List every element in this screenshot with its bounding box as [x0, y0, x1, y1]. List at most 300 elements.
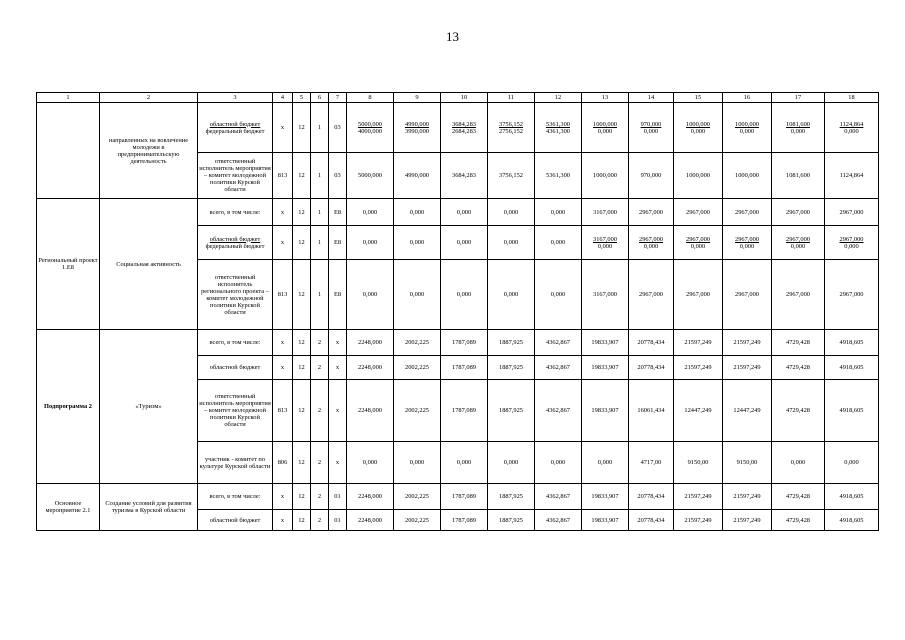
amount-cell-text: 0,000: [409, 459, 425, 466]
amount-line-1: 2967,000: [735, 235, 759, 243]
amount-cell: [347, 103, 394, 153]
code-c4-text: х: [280, 364, 285, 371]
amount-cell-text: 0,000: [550, 291, 566, 298]
amount-cell: [674, 103, 723, 153]
budget-table: [36, 92, 879, 531]
row-description-text: Создание условий для развития туризма в Курской области: [105, 500, 192, 514]
amount-line-1: 0,000: [503, 239, 519, 246]
code-c5: [293, 484, 311, 510]
code-c7-text: 03: [334, 124, 341, 131]
amount-cell-text: 9150,00: [736, 459, 758, 466]
amount-cell-text: 4918,605: [839, 339, 864, 346]
code-c5: [293, 153, 311, 199]
code-c5-text: 12: [298, 208, 305, 216]
amount-line-2: 0,000: [597, 242, 613, 250]
amount-cell: [772, 103, 825, 153]
code-c6-text: 2: [317, 459, 322, 466]
code-c4: [273, 356, 293, 380]
amount-cell-text: 2248,000: [358, 407, 382, 414]
amount-cell: [674, 153, 723, 199]
amount-cell-text: 3756,152: [499, 172, 523, 179]
header-cell: [329, 93, 347, 103]
amount-cell: [825, 356, 879, 380]
funding-source-text: областной бюджет: [209, 364, 261, 371]
funding-source: [198, 380, 273, 442]
amount-cell-text: 19833,907: [591, 339, 619, 346]
amount-cell-text: 2967,000: [686, 291, 710, 298]
row-name: [37, 330, 100, 484]
amount-cell: [723, 226, 772, 260]
funding-source-line-2: федеральный бюджет: [205, 242, 265, 250]
amount-cell-text: 3167,000: [593, 291, 617, 298]
amount-cell: [629, 380, 674, 442]
amount-cell: [441, 442, 488, 484]
amount-cell: [723, 103, 772, 153]
amount-cell-text: 4362,867: [546, 493, 570, 500]
code-c4-text: 813: [277, 407, 288, 414]
amount-cell: [488, 153, 535, 199]
amount-cell-text: 12447,249: [684, 407, 712, 414]
funding-source-text: областной бюджет: [209, 516, 261, 524]
amount-cell: [825, 153, 879, 199]
header-cell: [100, 93, 198, 103]
amount-cell-text: 16061,434: [637, 407, 665, 414]
funding-source-text: всего, в том числе:: [209, 493, 261, 500]
amount-cell-text: 2967,000: [639, 291, 663, 298]
amount-cell-text: 0,000: [844, 459, 859, 466]
amount-cell-text: 4918,605: [839, 407, 864, 414]
amount-cell-text: 19833,907: [591, 493, 619, 500]
amount-cell-text: 0,000: [362, 291, 378, 298]
code-c7-text: Е8: [333, 239, 342, 246]
code-c5-text: 12: [298, 364, 305, 371]
amount-cell: [825, 226, 879, 260]
code-c4: [273, 380, 293, 442]
funding-source-line-2: федеральный бюджет: [205, 127, 265, 135]
row-description-text: «Туризм»: [135, 403, 162, 410]
row-name: [37, 199, 100, 330]
amount-line-1: 1124,864: [839, 120, 864, 128]
amount-cell-text: 2002,225: [405, 407, 429, 414]
code-c7-text: х: [335, 339, 340, 346]
code-c7-text: 01: [334, 516, 341, 524]
amount-cell-text: 20778,434: [637, 339, 665, 346]
header-cell-text: 17: [794, 94, 802, 101]
code-c4-text: х: [280, 208, 285, 216]
amount-cell-text: 1124,864: [839, 172, 864, 179]
amount-cell: [347, 199, 394, 226]
header-cell-text: 14: [647, 94, 655, 101]
amount-cell-text: 3684,283: [452, 172, 476, 179]
amount-cell: [723, 442, 772, 484]
code-c4: [273, 153, 293, 199]
amount-cell-text: 0,000: [456, 459, 472, 466]
amount-cell: [772, 153, 825, 199]
amount-cell-text: 4362,867: [546, 407, 570, 414]
amount-cell: [535, 380, 582, 442]
amount-cell-text: 19833,907: [591, 407, 619, 414]
code-c7: [329, 442, 347, 484]
amount-cell: [441, 103, 488, 153]
amount-cell: [723, 484, 772, 510]
header-cell: [723, 93, 772, 103]
amount-cell-text: 19833,907: [591, 364, 619, 371]
code-c4: [273, 484, 293, 510]
amount-cell: [674, 226, 723, 260]
code-c4-text: х: [280, 239, 285, 246]
code-c4-text: х: [280, 516, 285, 524]
amount-cell: [825, 330, 879, 356]
code-c6-text: 2: [317, 364, 322, 371]
code-c5: [293, 330, 311, 356]
amount-cell-text: 4729,428: [786, 493, 810, 500]
amount-cell-text: 21597,249: [733, 339, 761, 346]
amount-cell-text: 1887,925: [499, 339, 523, 346]
header-cell-text: 10: [460, 94, 468, 101]
header-cell: [772, 93, 825, 103]
amount-line-1: 2967,000: [839, 235, 864, 243]
funding-source: [198, 484, 273, 510]
amount-cell-text: 2248,000: [358, 516, 382, 524]
row-description-text: направленных на вовлечение молодежи в предпринимательскую деятельность: [108, 136, 189, 165]
code-c6-text: 1: [317, 208, 322, 216]
amount-cell-text: 4918,605: [839, 516, 864, 524]
code-c5: [293, 380, 311, 442]
amount-cell: [441, 153, 488, 199]
code-c7: [329, 484, 347, 510]
amount-cell: [347, 226, 394, 260]
code-c7-text: Е8: [333, 208, 342, 216]
amount-cell-text: 4729,428: [786, 407, 810, 414]
code-c5: [293, 199, 311, 226]
header-cell: [674, 93, 723, 103]
funding-source: [198, 226, 273, 260]
table-row: [37, 199, 879, 226]
header-cell: [535, 93, 582, 103]
table-row: [37, 330, 879, 356]
code-c4-text: 813: [277, 291, 288, 298]
amount-cell: [723, 330, 772, 356]
code-c7-text: Е8: [333, 291, 342, 298]
amount-cell-text: 970,000: [640, 172, 662, 179]
amount-cell: [582, 380, 629, 442]
amount-cell-text: 4362,867: [546, 364, 570, 371]
header-cell-text: 18: [848, 94, 855, 101]
amount-line-2: 0,000: [844, 242, 859, 250]
amount-cell: [488, 380, 535, 442]
amount-cell-text: 2248,000: [358, 339, 382, 346]
amount-cell-text: 1787,089: [452, 493, 476, 500]
funding-source: [198, 510, 273, 531]
amount-cell-text: 2002,225: [405, 516, 429, 524]
amount-cell: [394, 260, 441, 330]
amount-cell: [582, 260, 629, 330]
amount-cell: [772, 356, 825, 380]
amount-line-1: 3756,152: [499, 120, 523, 128]
code-c7: [329, 356, 347, 380]
funding-source-line-1: областной бюджет: [209, 235, 261, 243]
amount-cell: [825, 380, 879, 442]
amount-line-2: 0,000: [844, 127, 859, 135]
header-cell: [582, 93, 629, 103]
code-c6: [311, 226, 329, 260]
amount-cell-text: 2967,000: [639, 208, 663, 216]
header-cell-text: 4: [280, 94, 285, 101]
header-cell: [311, 93, 329, 103]
code-c5: [293, 260, 311, 330]
amount-line-1: 3167,000: [593, 235, 617, 243]
code-c4-text: 806: [277, 459, 288, 466]
funding-source-text: ответственный исполнитель мероприятия – комитет молодежной политики Курской области: [199, 393, 271, 428]
amount-cell-text: 21597,249: [733, 516, 761, 524]
amount-line-2: 4361,300: [546, 127, 570, 135]
code-c4-text: х: [280, 124, 285, 131]
amount-cell-text: 5361,300: [546, 172, 570, 179]
amount-cell-text: 1081,600: [786, 172, 810, 179]
amount-cell: [488, 103, 535, 153]
header-cell-text: 6: [317, 94, 322, 101]
amount-cell: [582, 153, 629, 199]
amount-line-1: 4990,000: [405, 120, 429, 128]
amount-cell: [629, 103, 674, 153]
table-row: [37, 484, 879, 510]
amount-cell: [674, 356, 723, 380]
amount-cell: [582, 226, 629, 260]
amount-cell-text: 2248,000: [358, 493, 382, 500]
code-c4: [273, 510, 293, 531]
code-c6-text: 1: [317, 239, 322, 246]
amount-cell: [441, 330, 488, 356]
amount-line-1: 2967,000: [686, 235, 710, 243]
code-c6: [311, 442, 329, 484]
amount-cell-text: 5000,000: [358, 172, 382, 179]
amount-cell-text: 21597,249: [733, 364, 761, 371]
amount-cell: [825, 199, 879, 226]
amount-cell-text: 3167,000: [593, 208, 617, 216]
funding-source-text: участник - комитет по культуре Курской области: [199, 455, 271, 470]
amount-cell: [772, 484, 825, 510]
amount-cell: [535, 199, 582, 226]
amount-cell: [535, 510, 582, 531]
code-c6: [311, 484, 329, 510]
amount-cell: [488, 199, 535, 226]
amount-cell: [582, 484, 629, 510]
amount-line-1: 3684,283: [452, 120, 476, 128]
header-cell-text: 15: [694, 94, 702, 101]
amount-cell: [629, 484, 674, 510]
amount-cell: [488, 356, 535, 380]
row-description: [100, 103, 198, 199]
code-c4: [273, 199, 293, 226]
code-c6: [311, 380, 329, 442]
header-cell: [488, 93, 535, 103]
header-cell: [441, 93, 488, 103]
code-c7-text: х: [335, 459, 340, 466]
amount-line-1: 0,000: [362, 239, 378, 246]
code-c6-text: 2: [317, 339, 322, 346]
amount-cell-text: 4362,867: [546, 516, 570, 524]
funding-source: [198, 199, 273, 226]
header-cell-text: 8: [368, 94, 372, 101]
amount-cell-text: 0,000: [550, 208, 566, 216]
amount-cell-text: 19833,907: [591, 516, 619, 524]
header-cell: [273, 93, 293, 103]
code-c7: [329, 510, 347, 531]
amount-cell-text: 2002,225: [405, 339, 429, 346]
code-c6-text: 2: [317, 516, 322, 524]
header-cell-text: 3: [233, 94, 237, 101]
row-name: [37, 484, 100, 531]
amount-cell: [674, 330, 723, 356]
amount-line-2: 4000,000: [358, 127, 382, 135]
code-c7: [329, 199, 347, 226]
amount-cell: [582, 510, 629, 531]
amount-cell: [674, 442, 723, 484]
code-c7: [329, 260, 347, 330]
header-cell-text: 1: [66, 94, 70, 101]
amount-cell: [674, 510, 723, 531]
funding-source: [198, 356, 273, 380]
code-c6-text: 1: [317, 291, 322, 298]
header-cell-text: 5: [299, 94, 304, 101]
code-c4: [273, 103, 293, 153]
amount-line-1: 5000,000: [358, 120, 382, 128]
amount-line-2: 0,000: [690, 242, 706, 250]
header-cell-text: 2: [146, 94, 151, 101]
amount-cell: [394, 484, 441, 510]
amount-cell-text: 2967,000: [786, 291, 810, 298]
code-c4-text: 813: [277, 172, 288, 179]
amount-cell-text: 20778,434: [637, 493, 665, 500]
amount-cell: [347, 484, 394, 510]
code-c7-text: х: [335, 407, 340, 414]
amount-cell-text: 2967,000: [839, 291, 864, 298]
amount-cell-text: 2002,225: [405, 364, 429, 371]
amount-cell: [674, 199, 723, 226]
code-c6: [311, 330, 329, 356]
amount-cell-text: 4729,428: [786, 339, 810, 346]
amount-cell: [825, 442, 879, 484]
amount-cell-text: 2967,000: [839, 208, 864, 216]
header-cell-text: 16: [743, 94, 751, 101]
amount-cell-text: 0,000: [456, 208, 472, 216]
amount-line-1: 5361,300: [546, 120, 570, 128]
amount-line-1: 970,000: [640, 120, 662, 128]
amount-line-2: 0,000: [690, 127, 706, 135]
funding-source-line-1: областной бюджет: [209, 120, 261, 128]
code-c5: [293, 226, 311, 260]
code-c5-text: 12: [298, 172, 305, 179]
amount-line-2: 3990,000: [405, 127, 429, 135]
code-c5-text: 12: [298, 407, 305, 414]
amount-cell: [825, 260, 879, 330]
code-c6-text: 2: [317, 407, 322, 414]
funding-source: [198, 442, 273, 484]
header-cell: [37, 93, 100, 103]
amount-cell: [488, 330, 535, 356]
amount-cell: [394, 199, 441, 226]
amount-cell-text: 2967,000: [786, 208, 810, 216]
amount-cell: [488, 442, 535, 484]
header-cell: [293, 93, 311, 103]
code-c5-text: 12: [298, 493, 305, 500]
header-cell: [347, 93, 394, 103]
amount-cell-text: 4729,428: [786, 516, 810, 524]
amount-line-2: 0,000: [739, 242, 755, 250]
amount-line-1: 0,000: [550, 239, 566, 246]
amount-cell: [394, 442, 441, 484]
amount-cell-text: 2967,000: [686, 208, 710, 216]
amount-cell: [441, 226, 488, 260]
amount-cell-text: 1787,089: [452, 516, 476, 524]
code-c6: [311, 356, 329, 380]
amount-cell: [535, 330, 582, 356]
amount-cell: [394, 226, 441, 260]
header-cell-text: 7: [335, 94, 340, 101]
code-c5: [293, 510, 311, 531]
row-description-text: Социальная активность: [116, 260, 181, 268]
amount-line-2: 0,000: [739, 127, 755, 135]
amount-cell: [535, 103, 582, 153]
amount-cell-text: 12447,249: [733, 407, 761, 414]
code-c5-text: 12: [298, 339, 305, 346]
code-c4: [273, 260, 293, 330]
amount-cell: [629, 510, 674, 531]
amount-line-1: 0,000: [456, 239, 472, 246]
amount-cell: [347, 442, 394, 484]
amount-cell-text: 21597,249: [684, 516, 712, 524]
amount-cell: [394, 330, 441, 356]
row-description: [100, 484, 198, 531]
row-name-text: Подпрограмма 2: [44, 403, 92, 410]
amount-cell-text: 4717,00: [640, 459, 662, 466]
amount-line-1: 0,000: [409, 239, 425, 246]
amount-cell-text: 21597,249: [684, 339, 712, 346]
amount-cell-text: 0,000: [456, 291, 472, 298]
code-c7-text: х: [335, 364, 340, 371]
amount-cell: [441, 484, 488, 510]
funding-source-text: всего, в том числе:: [209, 339, 261, 346]
code-c7: [329, 153, 347, 199]
amount-line-2: 0,000: [790, 242, 806, 250]
amount-cell: [535, 226, 582, 260]
amount-cell-text: 1887,925: [499, 364, 523, 371]
amount-cell: [772, 330, 825, 356]
amount-cell: [488, 484, 535, 510]
header-cell-text: 9: [415, 94, 419, 101]
funding-source: [198, 103, 273, 153]
header-cell: [825, 93, 879, 103]
header-row: [37, 93, 879, 103]
amount-cell: [394, 356, 441, 380]
amount-line-2: 0,000: [643, 127, 659, 135]
amount-cell: [825, 103, 879, 153]
amount-cell: [488, 226, 535, 260]
amount-cell-text: 2002,225: [405, 493, 429, 500]
amount-cell: [629, 356, 674, 380]
amount-cell-text: 0,000: [503, 291, 519, 298]
code-c4: [273, 226, 293, 260]
code-c7-text: 01: [334, 493, 341, 500]
code-c6-text: 2: [317, 493, 322, 500]
amount-cell: [772, 510, 825, 531]
funding-source: [198, 153, 273, 199]
code-c5: [293, 356, 311, 380]
table-row: [37, 103, 879, 153]
amount-cell-text: 1887,925: [499, 493, 523, 500]
amount-cell: [723, 510, 772, 531]
amount-cell-text: 20778,434: [637, 516, 665, 524]
